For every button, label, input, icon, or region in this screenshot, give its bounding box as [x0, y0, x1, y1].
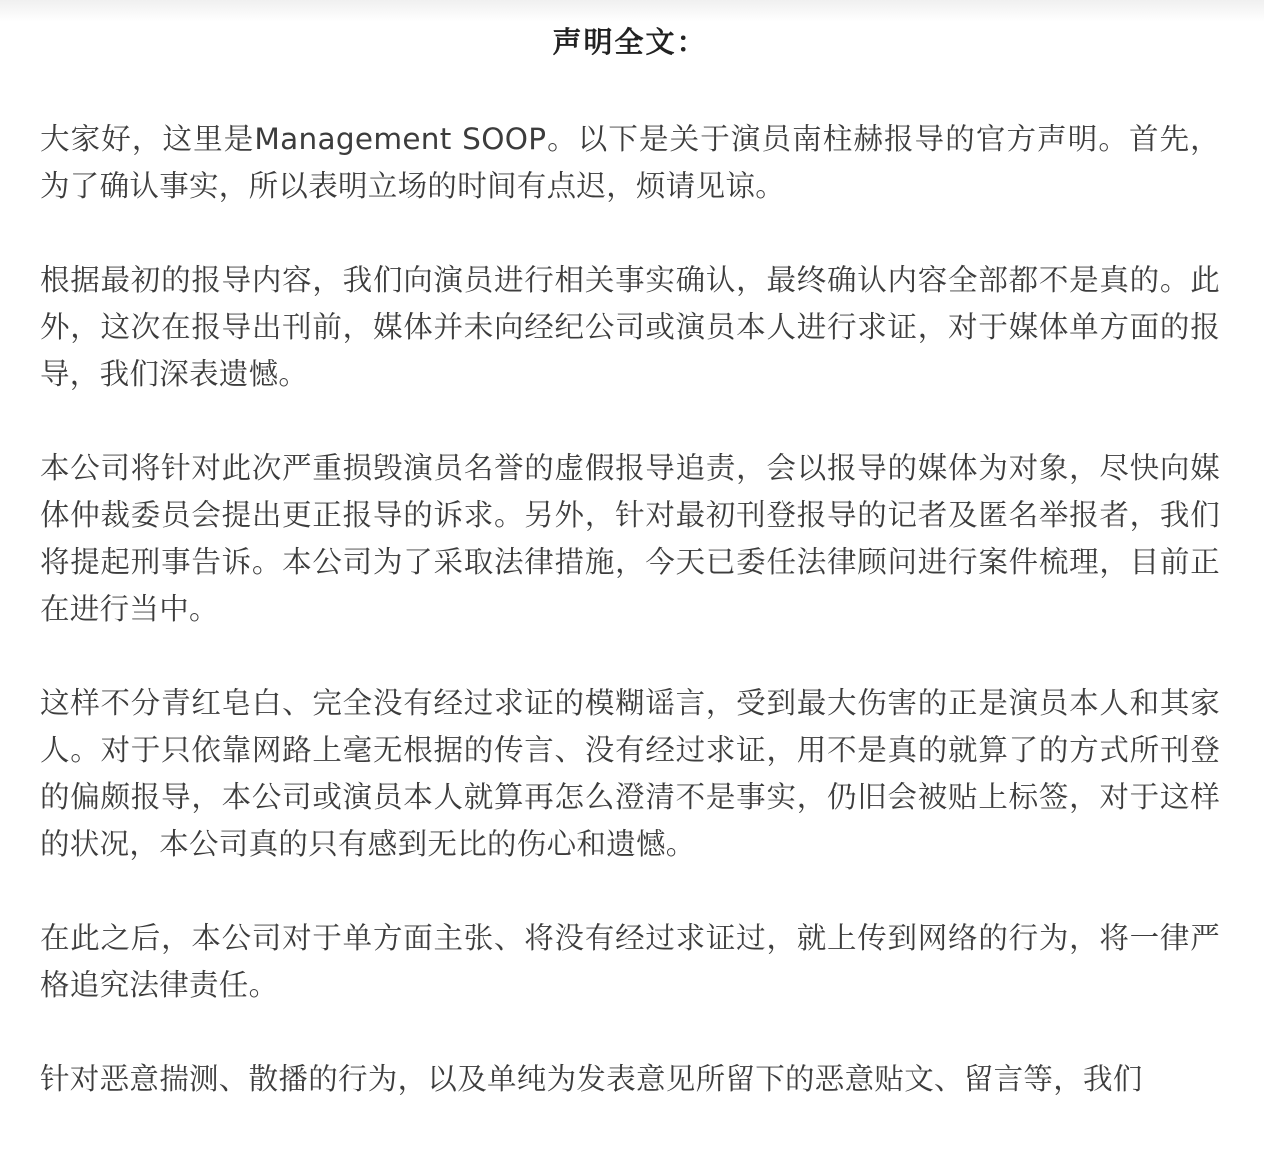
paragraph-damage: 这样不分青红皂白、完全没有经过求证的模糊谣言，受到最大伤害的正是演员本人和其家人。对于只依靠网路上毫无根据的传言、没有经过求证，用不是真的就算了的方式所刊登的偏颇报导，本公司或演员本人就算再怎么澄清不是事实，仍旧会被贴上标签，对于这样的状况，本公司真的只有感到无比的伤心和遗憾。 [40, 686, 1220, 861]
paragraph-greeting: 大家好，这里是Management SOOP。以下是关于演员南柱赫报导的官方声明。首先，为了确认事实，所以表明立场的时间有点迟，烦请见谅。 [40, 122, 1220, 203]
paragraph-legal-action: 本公司将针对此次严重损毁演员名誉的虚假报导追责，会以报导的媒体为对象，尽快向媒体仲裁委员会提出更正报导的诉求。另外，针对最初刊登报导的记者及匿名举报者，我们将提起刑事告诉。本公司为了采取法律措施，今天已委任法律顾问进行案件梳理，目前正在进行当中。 [40, 451, 1220, 626]
statement-document [40, 0, 1220, 1150]
paragraph-future-responsibility: 在此之后，本公司对于单方面主张、将没有经过求证过，就上传到网络的行为，将一律严格追究法律责任。 [40, 921, 1220, 1002]
paragraph-fact-check: 根据最初的报导内容，我们向演员进行相关事实确认，最终确认内容全部都不是真的。此外，这次在报导出刊前，媒体并未向经纪公司或演员本人进行求证，对于媒体单方面的报导，我们深表遗憾。 [40, 263, 1220, 391]
statement-heading: 声明全文： [552, 25, 708, 59]
statement-body [40, 116, 1220, 1103]
paragraph-malicious-posts: 针对恶意揣测、散播的行为，以及单纯为发表意见所留下的恶意贴文、留言等，我们 [40, 1062, 1143, 1096]
